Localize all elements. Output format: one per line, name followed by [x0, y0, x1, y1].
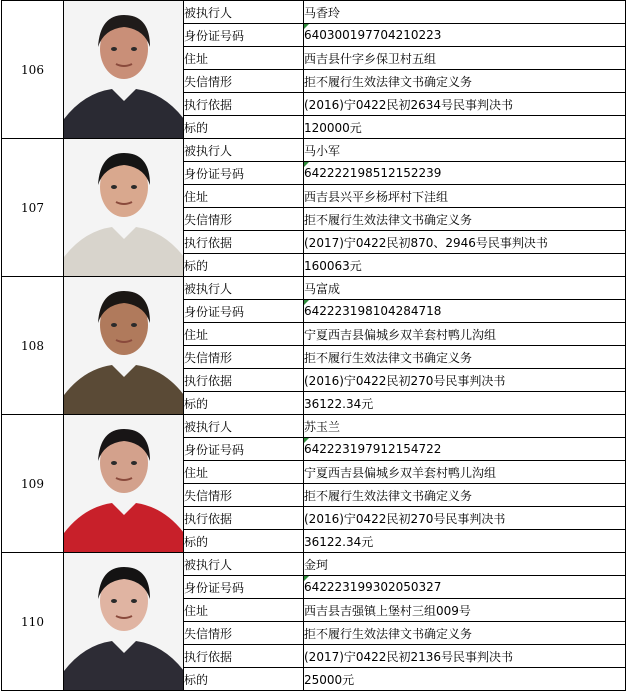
value-id	[304, 24, 626, 47]
label-name: 被执行人	[184, 139, 304, 162]
record-number: 109	[2, 415, 64, 553]
value-id	[304, 576, 626, 599]
record-row-name	[2, 415, 626, 438]
label-situation: 失信情形	[184, 70, 304, 93]
value-address: 西吉县兴平乡杨坪村下洼组	[304, 185, 626, 208]
value-name: 马小军	[304, 139, 626, 162]
value-situation: 拒不履行生效法律文书确定义务	[304, 208, 626, 231]
label-basis: 执行依据	[184, 231, 304, 254]
label-situation: 失信情形	[184, 484, 304, 507]
id-number-text: 640300197704210223	[304, 28, 442, 42]
value-basis: (2016)宁0422民初2634号民事判决书	[304, 93, 626, 116]
value-basis: (2017)宁0422民初2136号民事判决书	[304, 645, 626, 668]
record-row-name	[2, 139, 626, 162]
value-address: 宁夏西吉县偏城乡双羊套村鸭儿沟组	[304, 461, 626, 484]
label-id: 身份证号码	[184, 576, 304, 599]
defaulter-table-body	[2, 1, 626, 691]
person-portrait-icon	[64, 415, 184, 552]
label-amount: 标的	[184, 668, 304, 691]
label-amount: 标的	[184, 392, 304, 415]
value-amount: 36122.34元	[304, 392, 626, 415]
label-amount: 标的	[184, 116, 304, 139]
label-address: 住址	[184, 323, 304, 346]
cell-comment-marker	[304, 300, 309, 305]
label-situation: 失信情形	[184, 346, 304, 369]
id-number-text: 642223197912154722	[304, 442, 442, 456]
record-row-name	[2, 1, 626, 24]
label-amount: 标的	[184, 530, 304, 553]
person-portrait-icon	[64, 1, 184, 139]
label-amount: 标的	[184, 254, 304, 277]
label-id: 身份证号码	[184, 162, 304, 185]
label-name: 被执行人	[184, 415, 304, 438]
cell-comment-marker	[304, 438, 309, 443]
cell-comment-marker	[304, 162, 309, 167]
label-address: 住址	[184, 185, 304, 208]
cell-comment-marker	[304, 576, 309, 581]
label-id: 身份证号码	[184, 438, 304, 461]
person-portrait-icon	[64, 277, 184, 415]
value-situation: 拒不履行生效法律文书确定义务	[304, 346, 626, 369]
record-number: 106	[2, 1, 64, 139]
person-portrait-icon	[64, 553, 184, 690]
value-amount: 160063元	[304, 254, 626, 277]
value-name: 马香玲	[304, 1, 626, 24]
record-row-name	[2, 553, 626, 576]
record-row-name	[2, 277, 626, 300]
id-number-text: 642223198104284718	[304, 304, 442, 318]
label-address: 住址	[184, 461, 304, 484]
value-address: 宁夏西吉县偏城乡双羊套村鸭儿沟组	[304, 323, 626, 346]
value-id	[304, 438, 626, 461]
label-basis: 执行依据	[184, 369, 304, 392]
value-name: 苏玉兰	[304, 415, 626, 438]
label-id: 身份证号码	[184, 300, 304, 323]
value-id	[304, 162, 626, 185]
value-address: 西吉县吉强镇上堡村三组009号	[304, 599, 626, 622]
label-id: 身份证号码	[184, 24, 304, 47]
value-name: 马富成	[304, 277, 626, 300]
person-portrait-icon	[64, 415, 184, 553]
label-address: 住址	[184, 599, 304, 622]
value-basis: (2016)宁0422民初270号民事判决书	[304, 507, 626, 530]
value-id	[304, 300, 626, 323]
value-situation: 拒不履行生效法律文书确定义务	[304, 484, 626, 507]
label-situation: 失信情形	[184, 622, 304, 645]
label-situation: 失信情形	[184, 208, 304, 231]
value-address: 西吉县什字乡保卫村五组	[304, 47, 626, 70]
person-portrait-icon	[64, 139, 184, 277]
value-basis: (2016)宁0422民初270号民事判决书	[304, 369, 626, 392]
record-number: 108	[2, 277, 64, 415]
value-amount: 120000元	[304, 116, 626, 139]
person-portrait-icon	[64, 553, 184, 691]
label-name: 被执行人	[184, 277, 304, 300]
value-amount: 25000元	[304, 668, 626, 691]
value-basis: (2017)宁0422民初870、2946号民事判决书	[304, 231, 626, 254]
value-name: 金珂	[304, 553, 626, 576]
label-basis: 执行依据	[184, 93, 304, 116]
id-number-text: 642222198512152239	[304, 166, 442, 180]
person-portrait-icon	[64, 139, 184, 276]
record-number: 110	[2, 553, 64, 691]
label-basis: 执行依据	[184, 507, 304, 530]
label-basis: 执行依据	[184, 645, 304, 668]
label-name: 被执行人	[184, 553, 304, 576]
label-address: 住址	[184, 47, 304, 70]
defaulter-table	[1, 0, 626, 691]
record-number: 107	[2, 139, 64, 277]
value-situation: 拒不履行生效法律文书确定义务	[304, 70, 626, 93]
value-situation: 拒不履行生效法律文书确定义务	[304, 622, 626, 645]
value-amount: 36122.34元	[304, 530, 626, 553]
cell-comment-marker	[304, 24, 309, 29]
id-number-text: 642223199302050327	[304, 580, 442, 594]
person-portrait-icon	[64, 1, 184, 138]
person-portrait-icon	[64, 277, 184, 414]
label-name: 被执行人	[184, 1, 304, 24]
